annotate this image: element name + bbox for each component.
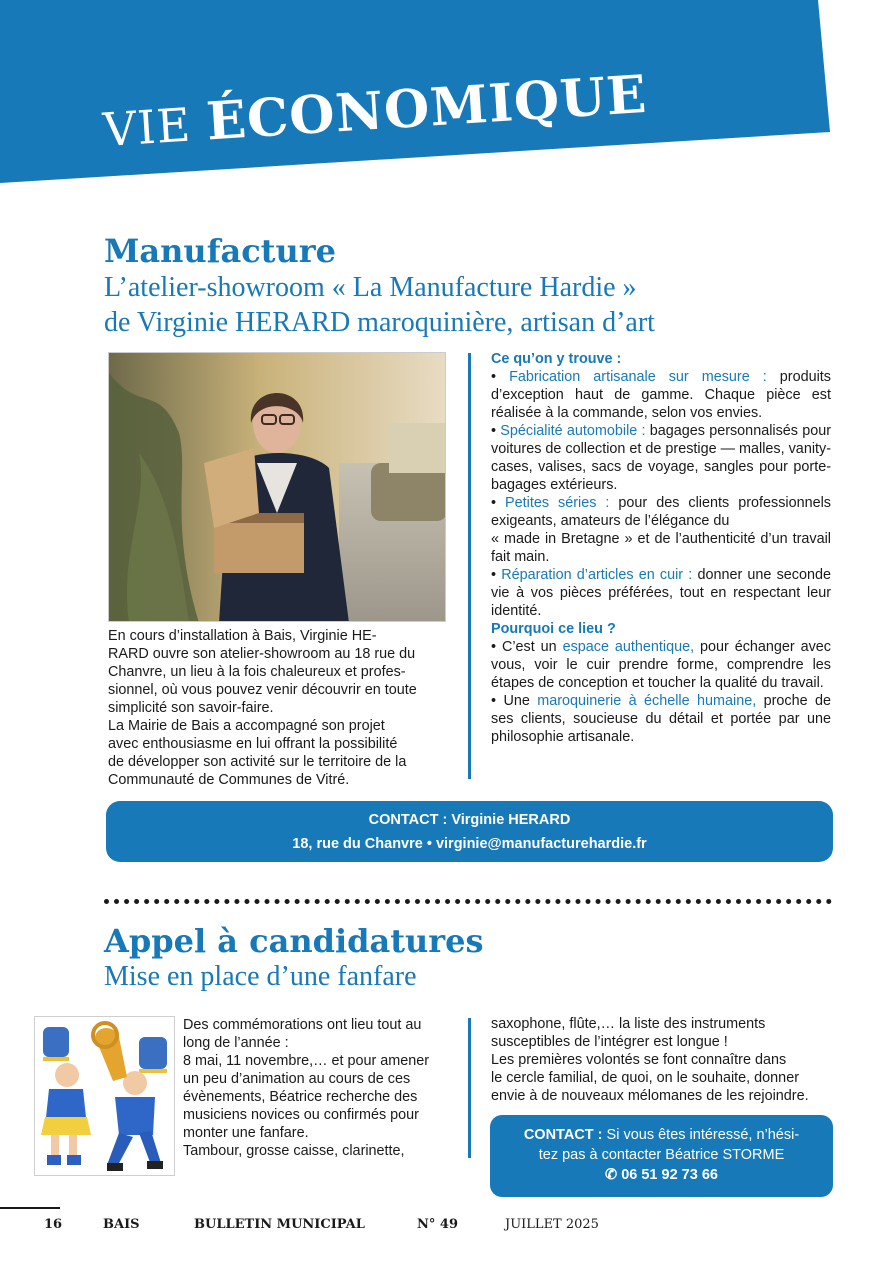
bullet-item: • Spécialité automobile : bagages personnalisés pour voitures de collection et de prestige — malles, vanity-cases, valises, sacs de voyage, sangles pour porte-bagages extérieurs.: [491, 423, 832, 493]
bullet-label: Spécialité automobile :: [500, 423, 646, 439]
appel-line: saxophone, flûte,… la liste des instruments: [491, 1016, 766, 1032]
contact-box-manufacture: [106, 801, 833, 862]
article-title: Manufacture: [104, 232, 336, 270]
bullet-label: Fabrication artisanale sur mesure :: [509, 369, 767, 385]
section-title-offer: Ce qu’on y trouve :: [491, 351, 622, 367]
appel-line: évènements, Béatrice recherche des: [183, 1089, 418, 1105]
intro-line: RARD ouvre son atelier-showroom au 18 rue du: [108, 646, 416, 662]
appel-column-2: [491, 1015, 831, 1105]
section-heading-word1: VIE: [101, 96, 209, 158]
bullet-text: bagages personnalisés pour voitures de collection et de prestige — malles, vanity-cases, valises, sacs de voyage, sangles pour porte-bagages extérieurs.: [491, 423, 832, 493]
footer-date: JUILLET 2025: [505, 1217, 599, 1232]
bullet-text: donner une seconde vie à vos pièces préférées, tout en respectant leur identité.: [491, 567, 831, 619]
footer-publication: BULLETIN MUNICIPAL: [194, 1217, 365, 1232]
section-heading-word2: ÉCONOMIQUE: [204, 63, 649, 153]
bullet-item: • Petites séries : pour des clients professionnels exigeants, amateurs de l’élégance du « made in Bretagne » et de l’authenticité d’un travail fait main.: [491, 495, 831, 565]
contact-text: tez pas à contacter Béatrice STORME: [538, 1147, 785, 1163]
contact-address: 18, rue du Chanvre • virginie@manufacturehardie.fr: [292, 836, 647, 852]
intro-line: Communauté de Communes de Vitré.: [108, 772, 350, 788]
intro-line: La Mairie de Bais a accompagné son projet: [108, 718, 385, 734]
intro-line: de développer son activité sur le territoire de la: [108, 754, 407, 770]
column-divider: [468, 353, 471, 779]
bullet-label: maroquinerie à échelle humaine,: [537, 693, 757, 709]
article-title-appel: Appel à candidatures: [104, 922, 484, 960]
article-subtitle-line1: L’atelier-showroom « La Manufacture Hardie »: [104, 272, 637, 303]
appel-line: Tambour, grosse caisse, clarinette,: [183, 1143, 405, 1159]
footer-rule: [0, 1207, 60, 1209]
bullet-item: • Fabrication artisanale sur mesure : produits d’exception haut de gamme. Chaque pièce est réalisée à la commande, selon vos envies.: [491, 369, 831, 421]
intro-line: En cours d’installation à Bais, Virginie HE-: [108, 628, 377, 644]
bullet-label: espace authentique,: [562, 639, 695, 655]
intro-line: sionnel, où vous pouvez venir découvrir en toute: [108, 682, 417, 698]
article-intro: [108, 627, 448, 789]
bullet-label: Petites séries :: [505, 495, 610, 511]
bullet-text: pour échanger avec vous, voir le cuir prendre forme, comprendre les étapes de conception et toucher la qualité du travail.: [491, 639, 832, 691]
contact-text: Si vous êtes intéressé, n’hési-: [606, 1127, 800, 1143]
column-divider-appel: [468, 1018, 471, 1158]
appel-line: 8 mai, 11 novembre,… et pour amener: [183, 1053, 430, 1069]
contact-label: CONTACT :: [523, 1127, 603, 1143]
intro-line: simplicité son savoir-faire.: [108, 700, 274, 716]
bullet-text: « made in Bretagne » et de l’authenticité d’un travail fait main.: [491, 531, 831, 565]
marching-band-illustration: [34, 1016, 175, 1176]
bullet-text: proche de ses clients, soucieuse du détail et portée par une philosophie artisanale.: [491, 693, 831, 745]
appel-line: un peu d’animation au cours de ces: [183, 1071, 411, 1087]
footer-issue: N° 49: [417, 1217, 458, 1232]
article-subtitle-appel: Mise en place d’une fanfare: [104, 961, 417, 992]
appel-line: long de l’année :: [183, 1035, 289, 1051]
bullet-item: • Une maroquinerie à échelle humaine, proche de ses clients, soucieuse du détail et portée par une philosophie artisanale.: [491, 693, 831, 745]
contact-box-appel: [490, 1115, 833, 1197]
page-number: 16: [44, 1217, 63, 1232]
bullet-item: • Réparation d’articles en cuir : donner une seconde vie à vos pièces préférées, tout en respectant leur identité.: [491, 567, 831, 619]
appel-line: monter une fanfare.: [183, 1125, 309, 1141]
bullet-text: C’est un: [501, 639, 557, 655]
article-details: [491, 350, 831, 746]
appel-line: le cercle familial, de quoi, on le souhaite, donner: [491, 1070, 799, 1086]
intro-line: Chanvre, un lieu à la fois chaleureux et profes-: [108, 664, 406, 680]
appel-line: Les premières volontés se font connaître dans: [491, 1052, 787, 1068]
bullet-item: • C’est un espace authentique, pour échanger avec vous, voir le cuir prendre forme, comprendre les étapes de conception et toucher la qualité du travail.: [491, 639, 832, 691]
dotted-separator: [104, 899, 832, 905]
footer-town: BAIS: [103, 1217, 140, 1232]
appel-column-1: [183, 1016, 448, 1160]
bullet-text: Une: [503, 693, 530, 709]
contact-name: CONTACT : Virginie HERARD: [368, 812, 571, 828]
appel-line: Des commémorations ont lieu tout au: [183, 1017, 422, 1033]
appel-line: susceptibles de l’intégrer est longue !: [491, 1034, 728, 1050]
article-subtitle-line2: de Virginie HERARD maroquinière, artisan d’art: [104, 307, 655, 338]
section-title-why: Pourquoi ce lieu ?: [491, 621, 616, 637]
bullet-label: Réparation d’articles en cuir :: [501, 567, 693, 583]
contact-phone: ✆ 06 51 92 73 66: [605, 1167, 718, 1183]
artisan-photo: [108, 352, 446, 622]
bullet-text: pour des clients professionnels exigeants, amateurs de l’élégance du: [491, 495, 831, 529]
intro-line: avec enthousiasme en lui offrant la possibilité: [108, 736, 398, 752]
contact-intro: [498, 1125, 825, 1145]
appel-line: envie à de nouveaux mélomanes de les rejoindre.: [491, 1088, 809, 1104]
bullet-text: produits d’exception haut de gamme. Chaque pièce est réalisée à la commande, selon vos envies.: [491, 369, 831, 421]
appel-line: musiciens novices ou confirmés pour: [183, 1107, 419, 1123]
